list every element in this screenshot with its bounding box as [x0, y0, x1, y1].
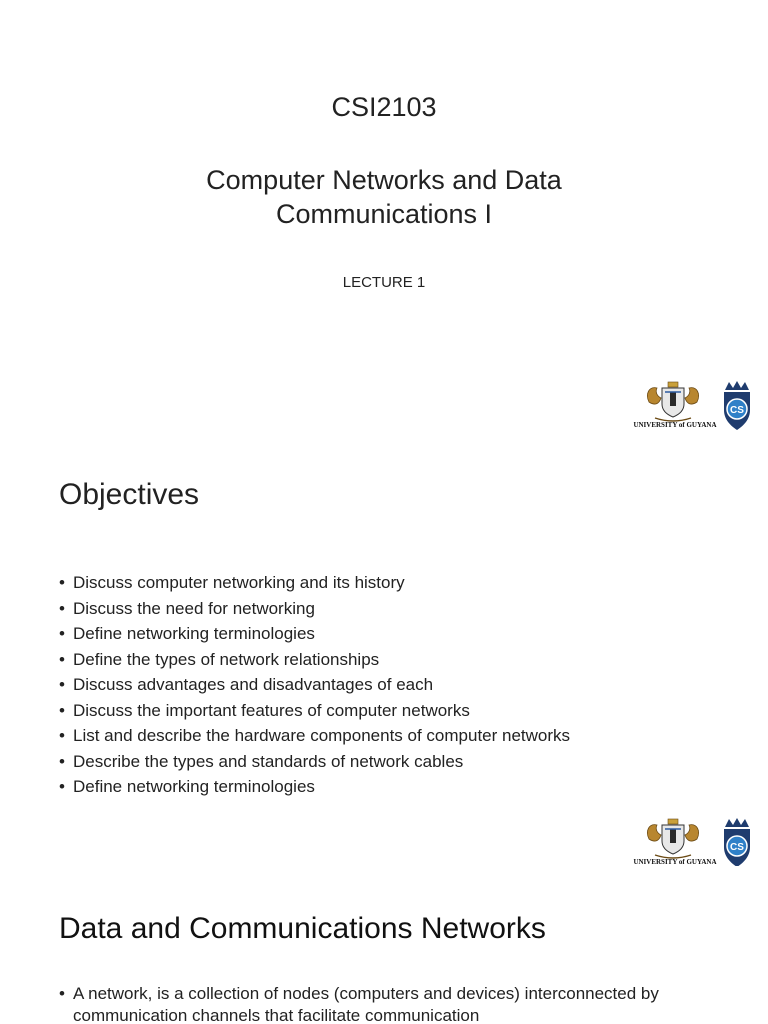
university-caption: UNIVERSITY of GUYANA	[633, 421, 717, 429]
university-crest-icon	[643, 817, 703, 859]
list-item: • Discuss the need for networking	[59, 596, 570, 622]
list-item: • Describe the types and standards of network cables	[59, 749, 570, 775]
list-item: • Discuss advantages and disadvantages of each	[59, 672, 570, 698]
objectives-slide	[0, 432, 768, 866]
list-item: • Define the types of network relationships	[59, 647, 570, 673]
network-definition: • A network, is a collection of nodes (computers and devices) interconnected by communication channels that facilitate communication	[59, 983, 733, 1024]
networks-slide	[0, 866, 768, 1024]
logo-group	[625, 380, 760, 440]
list-item: • Discuss computer networking and its history	[59, 570, 570, 596]
cs-badge-text: CS	[730, 405, 744, 416]
list-item: • Define networking terminologies	[59, 621, 570, 647]
networks-title: Data and Communications Networks	[59, 912, 546, 945]
cs-shield-icon	[721, 380, 753, 432]
course-title-line-2: Communications I	[275, 199, 493, 229]
list-item: • Discuss the important features of computer networks	[59, 698, 570, 724]
title-slide	[0, 0, 768, 432]
objectives-list	[59, 570, 570, 800]
course-title	[0, 163, 768, 231]
lecture-label: LECTURE 1	[342, 274, 426, 291]
course-title-line-1: Computer Networks and Data	[206, 165, 562, 195]
objectives-title: Objectives	[59, 478, 200, 511]
list-item: • List and describe the hardware components of computer networks	[59, 723, 570, 749]
cs-badge-text: CS	[730, 842, 744, 853]
course-code: CSI2103	[331, 92, 437, 122]
cs-shield-icon	[721, 817, 753, 869]
list-item: • Define networking terminologies	[59, 774, 570, 800]
university-caption: UNIVERSITY of GUYANA	[633, 858, 717, 866]
university-crest-icon	[643, 380, 703, 422]
